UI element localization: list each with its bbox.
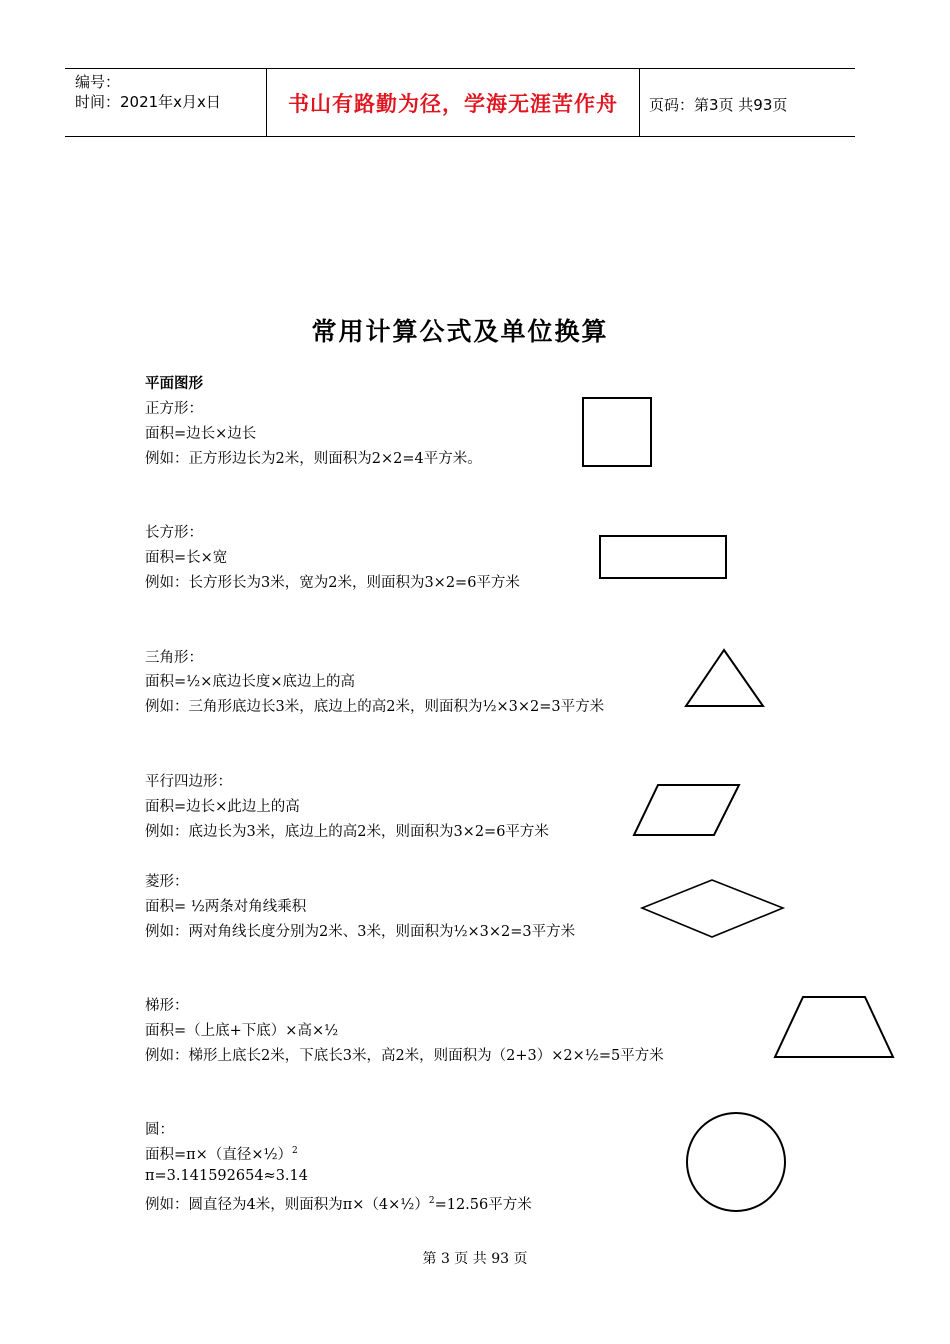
circle-example-main: 例如：圆直径为4米，则面积为π×（4×½）	[145, 1197, 429, 1213]
header-top-rule	[65, 68, 855, 69]
circle-example-tail: =12.56平方米	[434, 1197, 532, 1213]
parallelogram-name: 平行四边形：	[145, 774, 232, 790]
parallelogram-formula: 面积=边长×此边上的高	[145, 799, 300, 815]
rhombus-formula: 面积= ½两条对角线乘积	[145, 899, 307, 915]
section-heading: 平面图形	[145, 376, 203, 392]
parallelogram-example: 例如：底边长为3米，底边上的高2米，则面积为3×2=6平方米	[145, 824, 549, 840]
motto-text: 书山有路勤为径，学海无涯苦作舟	[288, 92, 618, 116]
triangle-formula: 面积=½×底边长度×底边上的高	[145, 674, 356, 690]
page-footer: 第 3 页 共 93 页	[422, 1251, 528, 1267]
parallelogram-figure	[632, 783, 742, 839]
serial-number-label: 编号：	[75, 73, 121, 91]
trapezoid-name: 梯形：	[145, 998, 189, 1014]
page-info: 页码：第3页 共93页	[649, 96, 788, 114]
rectangle-example: 例如：长方形长为3米，宽为2米，则面积为3×2=6平方米	[145, 575, 520, 591]
triangle-name: 三角形：	[145, 650, 203, 666]
rectangle-figure	[599, 535, 729, 581]
rectangle-name: 长方形：	[145, 525, 203, 541]
header-divider-right	[639, 69, 640, 136]
trapezoid-example: 例如：梯形上底长2米，下底长3米，高2米，则面积为（2+3）×2×½=5平方米	[145, 1048, 664, 1064]
square-formula: 面积=边长×边长	[145, 426, 257, 442]
rectangle-formula: 面积=长×宽	[145, 550, 228, 566]
rhombus-name: 菱形：	[145, 874, 189, 890]
circle-formula-exponent: 2	[292, 1146, 298, 1157]
circle-example-exponent: 2	[428, 1196, 435, 1207]
square-example: 例如：正方形边长为2米，则面积为2×2=4平方米。	[145, 451, 482, 467]
pi-value: π=3.141592654≈3.14	[145, 1168, 308, 1184]
trapezoid-formula: 面积=（上底+下底）×高×½	[145, 1023, 339, 1039]
triangle-example: 例如：三角形底边长3米，底边上的高2米，则面积为½×3×2=3平方米	[145, 699, 605, 715]
circle-example	[145, 1193, 532, 1214]
circle-name: 圆：	[145, 1122, 174, 1138]
square-name: 正方形：	[145, 401, 203, 417]
rhombus-example: 例如：两对角线长度分别为2米、3米，则面积为½×3×2=3平方米	[145, 924, 576, 940]
page-title: 常用计算公式及单位换算	[311, 317, 609, 346]
circle-figure	[685, 1111, 789, 1215]
trapezoid-figure	[773, 995, 897, 1061]
date-label: 时间：2021年x月x日	[75, 93, 221, 111]
circle-formula-main: 面积=π×（直径×½）	[145, 1147, 293, 1163]
header-bottom-rule	[65, 136, 855, 137]
square-figure	[582, 397, 654, 469]
triangle-figure	[684, 648, 766, 710]
rhombus-figure	[640, 878, 786, 940]
circle-formula	[145, 1143, 298, 1164]
